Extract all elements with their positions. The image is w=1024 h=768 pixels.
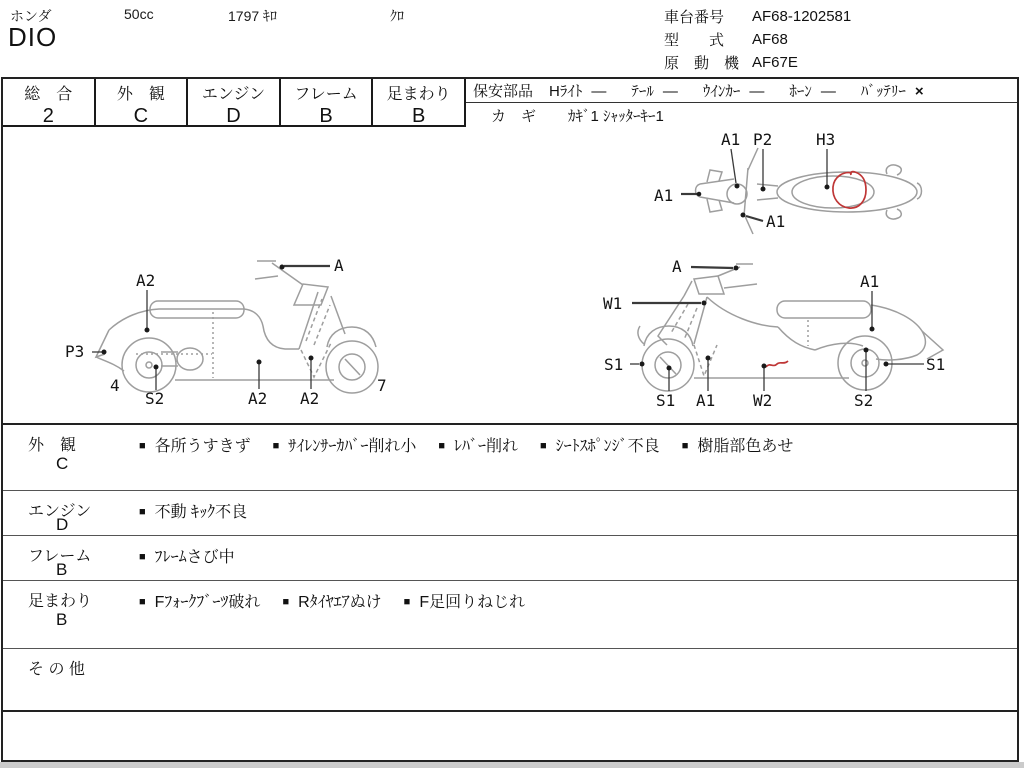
damage-label: A1	[766, 212, 786, 231]
condition-item: ■ ﾌﾚｰﾑさび中	[139, 549, 235, 566]
damage-label: W1	[603, 294, 623, 313]
model-code: AF68	[752, 31, 788, 48]
damage-label: A	[334, 256, 344, 275]
bullet-icon: ■	[139, 596, 146, 608]
condition-label: 足まわり	[28, 593, 93, 610]
engine-code-label: 原 動 機	[664, 55, 740, 72]
scooter-left-view	[65, 256, 387, 408]
safety-item-headlight: Hﾗｲﾄ —	[549, 83, 607, 100]
condition-row-exterior	[3, 423, 1017, 490]
condition-item: ■ 樹脂部色あせ	[681, 438, 794, 455]
key-value: ｶｷﾞ1 ｼｬｯﾀｰｷｰ1	[568, 107, 664, 125]
damage-label: A1	[860, 272, 880, 291]
condition-items	[139, 544, 257, 567]
maker-name: ホンダ	[10, 8, 52, 24]
scooter-top-view	[654, 130, 922, 234]
condition-label: エンジン	[28, 503, 92, 520]
engine-code: AF67E	[752, 54, 798, 71]
grade-cell-exterior	[96, 79, 189, 127]
grade-label: エンジン	[201, 86, 266, 103]
condition-item: ■ Rﾀｲﾔｴｱぬけ	[282, 594, 382, 611]
bullet-icon: ■	[540, 440, 547, 452]
model-name: DIO	[8, 22, 58, 52]
condition-grade: C	[56, 454, 69, 473]
condition-item: ■ F足回りねじれ	[403, 594, 526, 611]
bullet-icon: ■	[282, 596, 290, 608]
bullet-icon: ■	[139, 551, 146, 563]
key-label: カ ギ	[491, 107, 537, 125]
mileage: 1797 ｷﾛ	[228, 8, 278, 24]
condition-item: ■ ﾚﾊﾞｰ削れ	[438, 438, 519, 455]
condition-row-other	[3, 648, 1017, 712]
damage-label: A	[672, 257, 682, 276]
condition-items	[139, 589, 547, 612]
chassis-number: AF68-1202581	[752, 8, 852, 25]
damage-label: P3	[65, 342, 85, 361]
damage-label: A1	[696, 391, 716, 410]
condition-item: ■ ｻｲﾚﾝｻｰｶﾊﾞｰ削れ小	[272, 438, 417, 455]
safety-parts-label: 保安部品	[473, 83, 534, 100]
condition-grade: B	[56, 560, 68, 579]
damage-diagram	[0, 128, 1024, 423]
grade-label: 足まわり	[386, 86, 451, 103]
grade-cell-undercarriage	[373, 79, 466, 127]
battery-cross-mark: ×	[914, 83, 924, 100]
model-code-row	[664, 28, 851, 51]
damage-label: A1	[721, 130, 741, 149]
condition-grade: B	[56, 610, 68, 629]
bullet-icon: ■	[403, 596, 411, 608]
safety-item-tail: ﾃｰﾙ —	[631, 83, 678, 100]
condition-grade: D	[56, 515, 69, 534]
vehicle-id-block	[664, 5, 851, 74]
chassis-label: 車台番号	[664, 9, 725, 26]
key-row	[466, 103, 1017, 127]
damage-label: H3	[816, 130, 836, 149]
condition-row-frame	[3, 535, 1017, 580]
grade-label: 外 観	[116, 86, 165, 103]
bullet-icon: ■	[438, 440, 445, 452]
color-code: ｸﾛ	[390, 8, 404, 24]
grade-value: D	[226, 105, 241, 127]
grade-label: フレーム	[294, 86, 358, 103]
red-mark-floor-scratch	[766, 361, 788, 367]
scooter-right-view	[603, 257, 945, 410]
engine-code-row	[664, 51, 851, 74]
condition-item: ■ 各所うすきず	[139, 438, 251, 455]
grade-value: C	[133, 105, 149, 127]
condition-items	[139, 433, 815, 456]
condition-item: ■ ｼｰﾄｽﾎﾟﾝｼﾞ不良	[540, 438, 660, 455]
grade-cell-overall	[3, 79, 96, 127]
bullet-icon: ■	[139, 440, 146, 452]
damage-label: S1	[604, 355, 624, 374]
grade-cell-frame	[281, 79, 374, 127]
damage-label: P2	[753, 130, 773, 149]
damage-label: A2	[136, 271, 156, 290]
damage-label: A1	[654, 186, 674, 205]
damage-label: A2	[300, 389, 320, 408]
condition-items	[139, 499, 269, 522]
model-code-label: 型 式	[664, 32, 725, 49]
damage-label: 7	[377, 376, 387, 395]
damage-label: S1	[926, 355, 946, 374]
grade-value: 2	[42, 105, 54, 127]
grade-cell-engine	[188, 79, 281, 127]
safety-item-winker: ｳｲﾝｶｰ —	[702, 83, 765, 100]
safety-parts-box	[466, 79, 1017, 127]
grade-value: B	[412, 105, 426, 127]
bullet-icon: ■	[681, 440, 689, 452]
damage-label: W2	[753, 391, 773, 410]
damage-label: 4	[110, 376, 120, 395]
condition-row-undercarriage	[3, 580, 1017, 648]
chassis-row	[664, 5, 851, 28]
grade-label: 総 合	[24, 86, 73, 103]
condition-label: 外 観	[28, 437, 77, 454]
condition-label: フレーム	[28, 548, 92, 565]
condition-item: ■ 不動 ｷｯｸ不良	[139, 504, 248, 521]
condition-label: そ の 他	[28, 661, 85, 678]
safety-item-battery: ﾊﾞｯﾃﾘｰ ×	[860, 83, 924, 100]
grade-value: B	[319, 105, 333, 127]
safety-parts-row	[466, 79, 1017, 103]
bullet-icon: ■	[139, 506, 146, 518]
displacement: 50cc	[124, 6, 154, 22]
damage-label: S1	[656, 391, 676, 410]
bullet-icon: ■	[272, 440, 280, 452]
damage-label: S2	[145, 389, 165, 408]
scan-edge-strip	[0, 762, 1024, 768]
condition-item: ■ Fﾌｫｰｸﾌﾞｰﾂ破れ	[139, 594, 261, 611]
damage-label: S2	[854, 391, 874, 410]
safety-item-horn: ﾎｰﾝ —	[789, 83, 836, 100]
damage-label: A2	[248, 389, 268, 408]
safety-items	[549, 80, 949, 101]
condition-row-engine	[3, 490, 1017, 535]
grade-row	[3, 79, 466, 127]
